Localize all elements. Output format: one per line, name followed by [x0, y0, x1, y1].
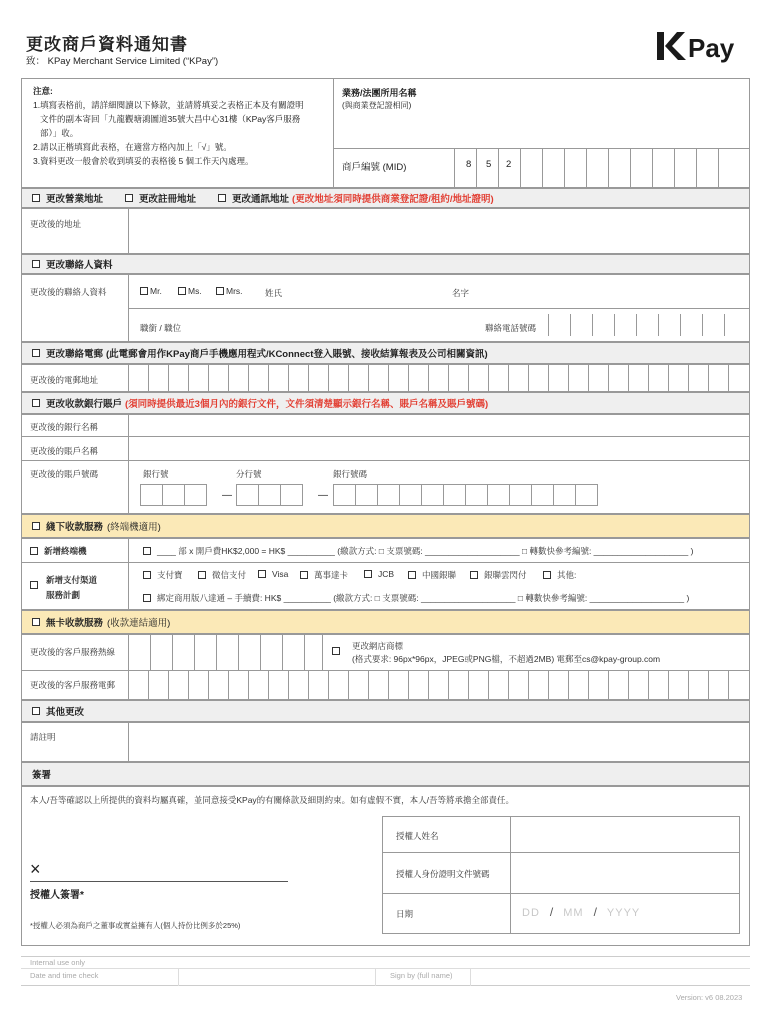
address-note: (更改地址須同時提供商業登記證/租約/地址證明) — [292, 194, 494, 205]
date-time-check: Date and time check — [30, 971, 99, 980]
bank-code-cells[interactable] — [140, 484, 207, 506]
declaration: 本人/吾等確認以上所提供的資料均屬真確，並同意接受KPay的有關條款及細則約束。如有虛假不實，本人/吾等將承擔全部責任。 — [30, 795, 515, 805]
shop-logo-label: 更改網店商標 (格式要求: 96px*96px，JPEG或PNG檔，不超過2MB) 電郵至cs@kpay-group.com — [352, 641, 661, 664]
account-no-label: 更改後的賬戶號碼 — [30, 469, 99, 479]
channel-mastercard[interactable]: 萬事達卡 — [300, 569, 348, 581]
signature-section: 簽署 — [21, 762, 750, 786]
checkbox-correspondence-address[interactable] — [218, 194, 226, 202]
checkbox-cardless[interactable] — [32, 618, 40, 626]
mid-label: 商戶編號 (MID) — [342, 162, 407, 173]
hotline-cells[interactable] — [128, 634, 326, 670]
signature-line[interactable] — [30, 881, 288, 882]
other-section: 其他更改 — [21, 700, 750, 722]
octopus-line[interactable]: 綁定商用版八達通 – 手續費: HK$ __________ (繳款方式: □ 支票號碼: ____________________ □ 轉數快參考編號: ____________________ ) — [143, 592, 689, 604]
form-title: 更改商戶資料通知書 — [26, 35, 188, 54]
channel-other[interactable]: 其他: — [543, 569, 576, 581]
checkbox-contact[interactable] — [32, 260, 40, 268]
date-label: 日期 — [396, 909, 414, 919]
salutation-ms[interactable]: Ms. — [178, 286, 202, 296]
date-field[interactable]: DD / MM / YYYY — [522, 905, 641, 919]
terminal-line[interactable]: ____ 部 x 開戶費HK$2,000 = HK$ __________ (繳款方式: □ 支票號碼: ____________________ □ 轉數快參考編號: ____________________ ) — [143, 545, 693, 557]
phone-label: 聯絡電話號碼 — [485, 323, 537, 333]
checkbox-other[interactable] — [32, 707, 40, 715]
hotline-label: 更改後的客戶服務熱線 — [30, 647, 116, 657]
note-1b: 文件的副本寄回「九龍觀塘鴻圖道35號大昌中心31樓（KPay客戶服務 — [40, 114, 301, 124]
kpay-logo — [655, 28, 747, 64]
version: Version: v6 08.2023 — [676, 993, 743, 1002]
checkbox-offline[interactable] — [32, 522, 40, 530]
bank-note: (須同時提供最近3個月內的銀行文件，文件須清楚顯示銀行名稱、賬戶名稱及賬戶號碼) — [125, 399, 489, 410]
cs-email-label: 更改後的客戶服務電郵 — [30, 680, 116, 690]
auth-footnote: *授權人必須為商戶之董事或實益擁有人(個人持份比例多於25%) — [30, 921, 241, 930]
email-section: 更改聯絡電郵 (此電郵會用作KPay商戶手機應用程式/KConnect登入賬號、接收結算報表及公司相關資訊) — [21, 342, 750, 364]
channel-jcb[interactable]: JCB — [364, 569, 394, 579]
internal-use-label: Internal use only — [30, 958, 86, 967]
auth-sign-label: 授權人簽署* — [30, 890, 84, 901]
channel-unionpay[interactable]: 中國銀聯 — [408, 569, 456, 581]
email-note: (此電郵會用作KPay商戶手機應用程式/KConnect登入賬號、接收結算報表及公司相關資訊) — [106, 349, 488, 360]
cardless-section: 無卡收款服務 (收款連結適用) — [21, 610, 750, 634]
biz-name-sub: (與商業登記證相同) — [342, 101, 412, 110]
auth-name-label: 授權人姓名 — [396, 831, 439, 841]
branch-code-label: 分行號 — [236, 469, 262, 479]
channel-wechat[interactable]: 微信支付 — [198, 569, 246, 581]
contact-row-label: 更改後的聯絡人資料 — [30, 287, 107, 297]
checkbox-business-address[interactable] — [32, 194, 40, 202]
bank-section: 更改收款銀行賬戶 (須同時提供最近3個月內的銀行文件，文件須清楚顯示銀行名稱、賬戶名稱及賬戶號碼) — [21, 392, 750, 414]
bank-code-label: 銀行號 — [143, 469, 169, 479]
svg-text:Pay: Pay — [688, 33, 735, 63]
checkbox-bank[interactable] — [32, 399, 40, 407]
remark-label: 請註明 — [30, 732, 56, 742]
note-1c: 部）」收。 — [40, 128, 79, 138]
channel-quickpass[interactable]: 銀聯雲閃付 — [470, 569, 527, 581]
account-name-label: 更改後的賬戶名稱 — [30, 446, 99, 456]
surname-label: 姓氏 — [265, 288, 283, 298]
mid-digit-3: 2 — [506, 159, 512, 170]
channel-visa[interactable]: Visa — [258, 569, 288, 579]
note-1: 1.填寫表格前，請詳細閱讀以下條款，並請將填妥之表格正本及有關證明 — [33, 100, 304, 110]
signature-x-mark: × — [30, 859, 41, 879]
sign-by-label: Sign by (full name) — [390, 971, 453, 980]
salutation-mrs[interactable]: Mrs. — [216, 286, 243, 296]
salutation-mr[interactable]: Mr. — [140, 286, 162, 296]
bank-name-label: 更改後的銀行名稱 — [30, 422, 99, 432]
given-name-label: 名字 — [452, 288, 470, 298]
channel-alipay[interactable]: 支付寶 — [143, 569, 183, 581]
acct-code-label: 銀行號碼 — [333, 469, 368, 479]
recipient-line: 致： KPay Merchant Service Limited (“KPay”) — [26, 56, 219, 67]
mid-digit-1: 8 — [466, 159, 472, 170]
mid-cells[interactable] — [454, 149, 740, 188]
shop-logo-checkbox[interactable] — [332, 646, 346, 656]
biz-name-label: 業務/法團所用名稱 — [342, 88, 417, 98]
address-row-label: 更改後的地址 — [30, 219, 82, 229]
account-cells[interactable] — [333, 484, 598, 506]
new-plan-label: 新增支付渠道 服務計劃 — [46, 575, 98, 600]
checkbox-registered-address[interactable] — [125, 194, 133, 202]
phone-cells[interactable] — [548, 314, 746, 336]
checkbox-email[interactable] — [32, 349, 40, 357]
mid-digit-2: 5 — [486, 159, 492, 170]
branch-code-cells[interactable] — [236, 484, 303, 506]
auth-id-label: 授權人身份證明文件號碼 — [396, 869, 490, 879]
contact-section: 更改聯絡人資料 — [21, 254, 750, 274]
job-title-label: 職銜 / 職位 — [140, 323, 182, 333]
offline-section: 綫下收款服務 (終端機適用) — [21, 514, 750, 538]
new-terminal[interactable]: 新增終端機 — [30, 545, 87, 557]
cs-email-cells[interactable] — [128, 670, 748, 700]
email-row-label: 更改後的電郵地址 — [30, 375, 99, 385]
email-cells[interactable] — [128, 364, 748, 392]
note-3: 3.資料更改一般會於收到填妥的表格後 5 個工作天內處理。 — [33, 156, 254, 166]
new-plan-checkbox[interactable] — [30, 580, 44, 590]
address-section: 更改營業地址 更改註冊地址 更改通訊地址 (更改地址須同時提供商業登記證/租約/地址證明) — [21, 188, 750, 208]
notes-heading: 注意: — [33, 86, 53, 96]
note-2: 2.請以正楷填寫此表格，在適當方格內加上「√」號。 — [33, 142, 232, 152]
